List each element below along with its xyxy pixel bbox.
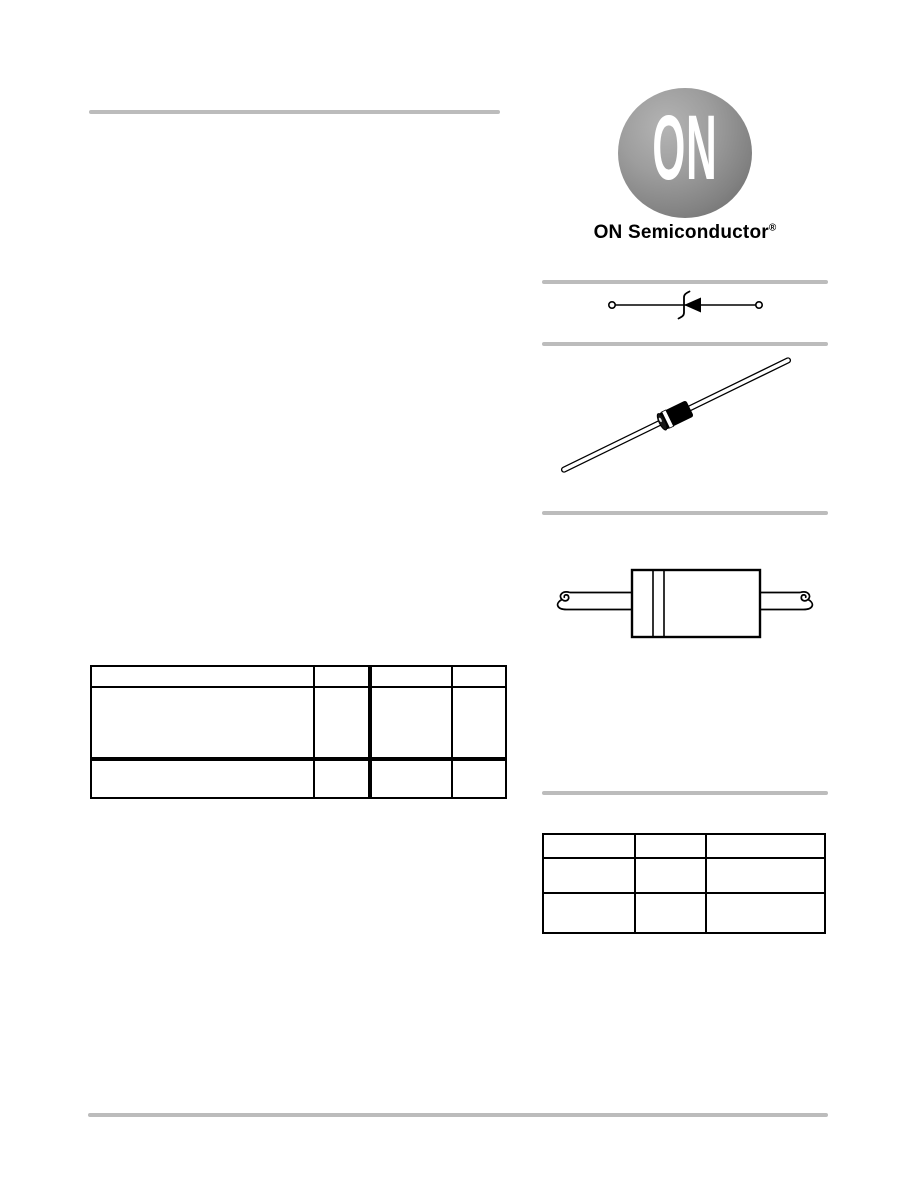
table-cell	[636, 894, 707, 932]
brand-wordmark	[540, 222, 830, 244]
on-semiconductor-logo-sphere	[618, 88, 752, 218]
table-cell	[636, 859, 707, 894]
table-cell	[544, 859, 636, 894]
anode-triangle-icon	[684, 298, 701, 313]
table-cell	[707, 894, 824, 932]
table-cell	[453, 667, 505, 688]
rule-above-symbol	[542, 280, 828, 284]
table-cell	[707, 835, 824, 859]
axial-diode-photo	[550, 350, 820, 485]
table-cell	[92, 667, 315, 688]
case-body-outline	[632, 570, 760, 637]
brand-name-text: ON Semiconductor	[593, 222, 769, 243]
logo-on-letters: ON	[652, 97, 718, 199]
left-lead-with-break	[558, 592, 632, 610]
table-cell	[707, 859, 824, 894]
table-cell	[636, 835, 707, 859]
right-terminal-icon	[756, 302, 762, 308]
ratings-table	[90, 665, 507, 799]
table-cell	[92, 761, 315, 797]
registered-trademark-symbol: ®	[768, 222, 777, 234]
package-outline-drawing	[540, 555, 830, 665]
table-cell	[372, 688, 453, 761]
rule-above-ordering-table	[542, 791, 828, 795]
table-cell	[315, 667, 372, 688]
table-cell	[453, 761, 505, 797]
ordering-table	[542, 833, 826, 934]
rule-below-symbol	[542, 342, 828, 346]
table-cell	[315, 761, 372, 797]
table-cell	[453, 688, 505, 761]
table-cell	[92, 688, 315, 761]
table-cell	[544, 835, 636, 859]
left-terminal-icon	[609, 302, 615, 308]
table-cell	[372, 761, 453, 797]
table-cell	[372, 667, 453, 688]
rule-below-photo	[542, 511, 828, 515]
footer-rule	[88, 1113, 828, 1117]
right-lead-with-break	[760, 592, 812, 610]
table-cell	[315, 688, 372, 761]
header-rule	[89, 110, 500, 114]
table-cell	[544, 894, 636, 932]
zener-diode-symbol	[595, 285, 775, 325]
